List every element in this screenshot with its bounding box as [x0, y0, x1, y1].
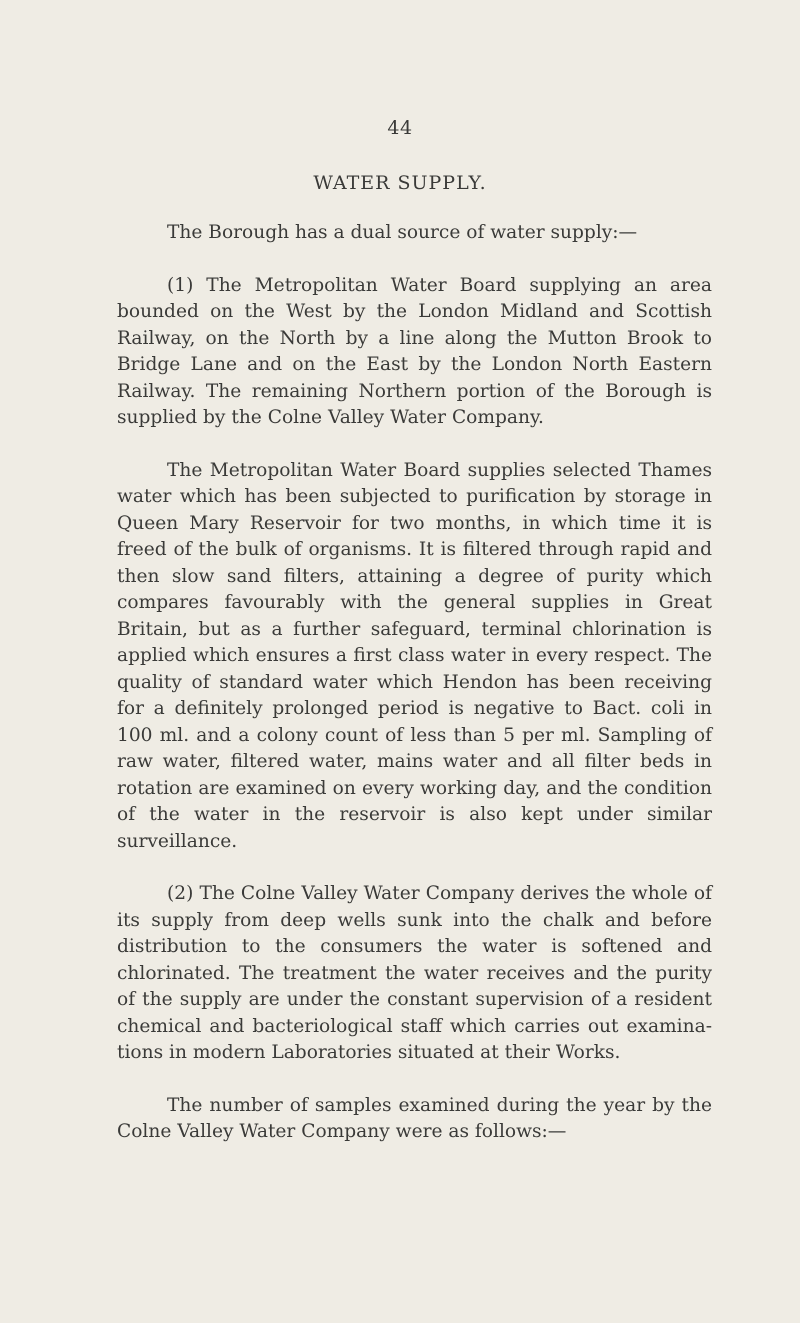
section-heading: WATER SUPPLY. — [313, 172, 487, 194]
paragraph-samples: The number of samples examined during the year by the Colne Valley Water Company were as follows:— — [117, 1094, 712, 1142]
paragraph-metropolitan-area: (1) The Metropolitan Water Board supplying an area bounded on the West by the London Midland and Scottish Railway, on the North by a line along the Mutton Brook to Bridge Lane and on the East by the London North Eastern Railway. The remaining Northern portion of the Borough is supplied by the Colne Valley Water Company. — [117, 274, 712, 428]
body-text — [117, 220, 712, 1146]
paragraph-intro: The Borough has a dual source of water supply:— — [167, 222, 638, 243]
page-number: 44 — [387, 117, 413, 139]
paragraph-colne-valley: (2) The Colne Valley Water Company derives the whole of its supply from deep wells sunk into the chalk and before distribution to the consumers the water is softened and chlorinated. The treatment the water receives and the purity of the supply are under the constant supervision of a resident chemical and bacteriological staff which carries out examinations in modern Laboratories situated at their Works. — [117, 883, 712, 1063]
paragraph-metropolitan-purification: The Metropolitan Water Board supplies selected Thames water which has been subjected to purification by storage in Queen Mary Reservoir for two months, in which time it is freed of the bulk of organisms. It is filtered through rapid and then slow sand filters, attaining a degree of purity which compares favourably with the general supplies in Great Britain, but as a further safeguard, terminal chlorination is applied which ensures a first class water in every respect. The quality of standard water which Hendon has been receiving for a definitely prolonged period is negative to Bact. coli in 100 ml. and a colony count of less than 5 per ml. Sampling of raw water, filtered water, mains water and all filter beds in rotation are examined on every working day, and the condition of the water in the reservoir is also kept under similar surveillance. — [117, 459, 712, 852]
